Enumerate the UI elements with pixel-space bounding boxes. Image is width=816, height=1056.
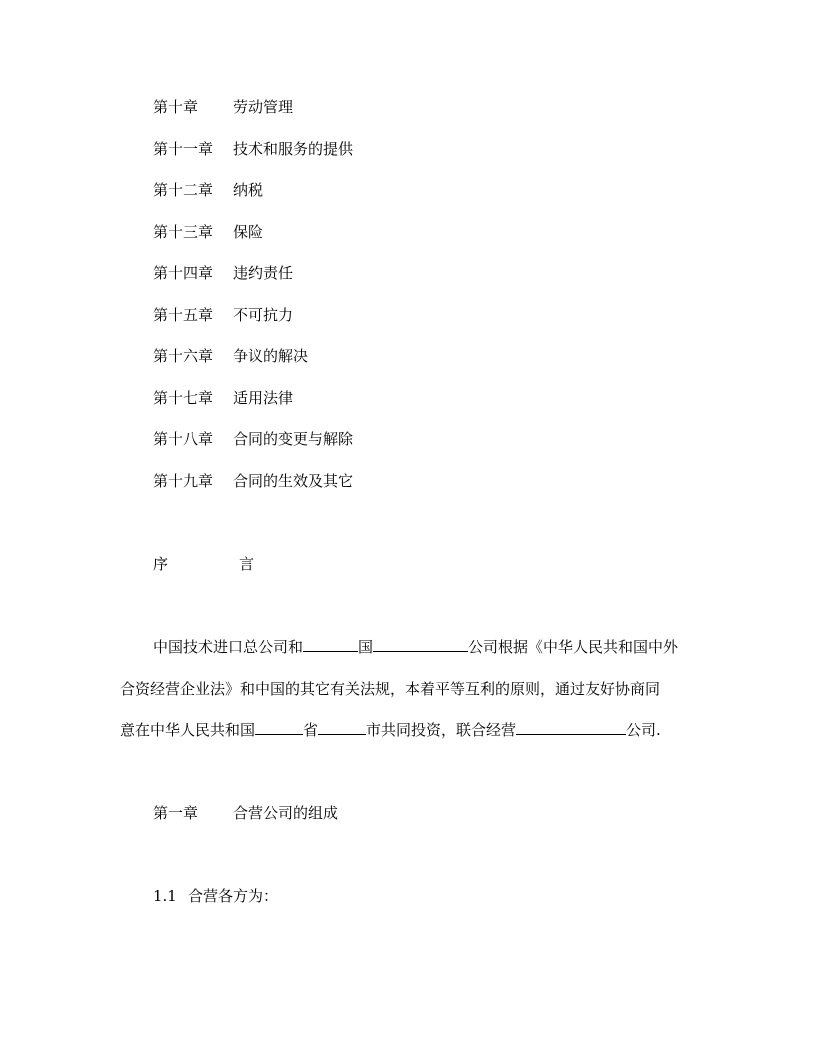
toc-title: 争议的解决 <box>233 347 309 365</box>
blank-company <box>373 637 468 652</box>
toc-title: 合同的生效及其它 <box>233 472 354 490</box>
toc-number: 第十三章 <box>153 223 214 241</box>
preface-char-b: 言 <box>239 555 255 573</box>
toc-title: 适用法律 <box>233 389 294 407</box>
toc-number: 第十章 <box>153 98 199 116</box>
toc-title: 保险 <box>233 223 264 241</box>
toc-title: 技术和服务的提供 <box>233 140 354 158</box>
toc-number: 第十五章 <box>153 306 214 324</box>
paragraph-text: 中国技术进口总公司和 <box>153 638 304 656</box>
toc-title: 劳动管理 <box>233 98 294 116</box>
toc-title: 纳税 <box>233 181 264 199</box>
preface-heading <box>153 554 254 574</box>
section-number: 1.1 <box>153 887 177 905</box>
blank-joint-company <box>516 720 626 735</box>
chapter-number: 第一章 <box>153 804 199 822</box>
section-title: 合营各方为： <box>188 887 279 905</box>
toc-title: 合同的变更与解除 <box>233 430 354 448</box>
blank-city <box>318 720 366 735</box>
paragraph-text: 合资经营企业法》和中国的其它有关法规，本着平等互利的原则，通过友好协商同 <box>120 680 661 698</box>
paragraph-line-1 <box>153 637 678 657</box>
paragraph-text: 公司. <box>626 721 661 739</box>
toc-entry <box>153 180 263 200</box>
section-heading <box>153 886 278 906</box>
toc-title: 不可抗力 <box>233 306 294 324</box>
chapter-heading <box>153 803 338 823</box>
blank-country <box>303 637 358 652</box>
toc-title: 违约责任 <box>233 264 294 282</box>
toc-entry <box>153 139 353 159</box>
toc-entry <box>153 471 353 491</box>
toc-number: 第十九章 <box>153 472 214 490</box>
paragraph-line-2 <box>120 679 660 699</box>
paragraph-text: 国 <box>358 638 374 656</box>
toc-entry <box>153 388 293 408</box>
chapter-title: 合营公司的组成 <box>233 804 339 822</box>
toc-entry <box>153 97 293 117</box>
toc-number: 第十六章 <box>153 347 214 365</box>
toc-entry <box>153 222 263 242</box>
toc-entry <box>153 346 308 366</box>
toc-number: 第十二章 <box>153 181 214 199</box>
blank-province <box>255 720 303 735</box>
toc-number: 第十一章 <box>153 140 214 158</box>
toc-number: 第十八章 <box>153 430 214 448</box>
paragraph-line-3 <box>120 720 661 740</box>
paragraph-text: 公司根据《中华人民共和国中外 <box>468 638 679 656</box>
toc-entry <box>153 305 293 325</box>
paragraph-text: 省 <box>303 721 319 739</box>
paragraph-text: 市共同投资，联合经营 <box>366 721 517 739</box>
toc-entry <box>153 263 293 283</box>
toc-number: 第十四章 <box>153 264 214 282</box>
toc-entry <box>153 429 353 449</box>
toc-number: 第十七章 <box>153 389 214 407</box>
paragraph-text: 意在中华人民共和国 <box>120 721 256 739</box>
preface-char-a: 序 <box>153 555 169 573</box>
